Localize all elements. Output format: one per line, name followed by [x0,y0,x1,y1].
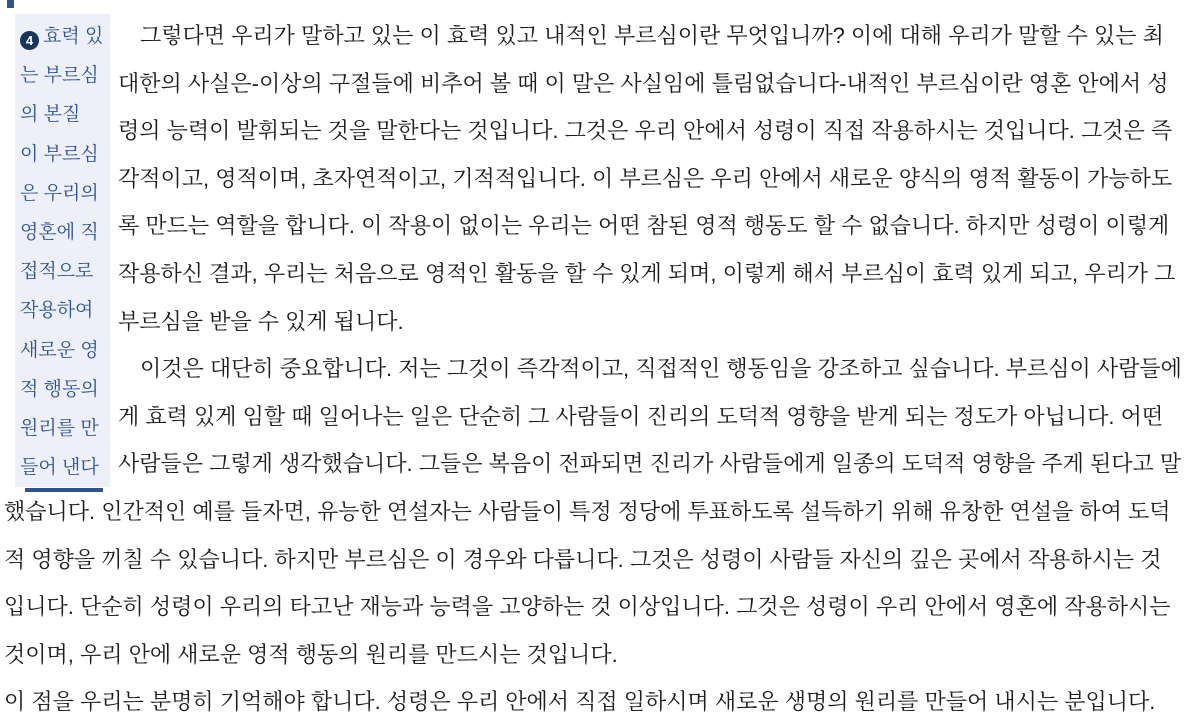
margin-note-line: 의 본질 [20,104,81,126]
note-number-badge: 4 [20,31,39,50]
body-text-line: 게 효력 있게 임할 때 일어나는 일은 단순히 그 사람들이 진리의 도덕적 영향을 받게 되는 정도가 아닙니다. 어떤 [118,403,1164,429]
body-text [0,12,1200,726]
body-text-line: 사람들은 그렇게 생각했습니다. 그들은 복음이 전파되면 진리가 사람들에게 일종의 도덕적 영향을 주게 된다고 말 [118,451,1182,477]
body-text-line: 것이며, 우리 안에 새로운 영적 행동의 원리를 만드시는 것입니다. [4,641,618,667]
body-text-line: 이것은 대단히 중요합니다. 저는 그것이 즉각적이고, 직접적인 행동임을 강조하고 싶습니다. 부르심이 사람들에 [140,356,1182,382]
body-text-line-clipped: 이 점을 우리는 분명히 기억해야 합니다. 성령은 우리 안에서 직접 일하시며 새로운 생명의 원리를 만들어 내시는 분입니다. [4,689,1156,715]
body-text-line: 그렇다면 우리가 말하고 있는 이 효력 있고 내적인 부르심이란 무엇입니까? 이에 대해 우리가 말할 수 있는 최 [140,23,1164,48]
margin-note-line: 영혼에 직 [20,221,99,243]
margin-note-line: 4 효력 있 [20,17,108,56]
margin-note-line: 접적으로 [20,261,94,283]
body-text-line: 부르심을 받을 수 있게 됩니다. [118,308,404,334]
clipped-content-fragment-top [7,0,14,8]
body-text-line: 적 영향을 끼칠 수 있습니다. 하지만 부르심은 이 경우와 다릅니다. 그것은 성령이 사람들 자신의 깊은 곳에서 작용하시는 것 [4,546,1162,572]
body-text-line: 입니다. 단순히 성령이 우리의 타고난 재능과 능력을 고양하는 것 이상입니다. 그것은 성령이 우리 안에서 영혼에 작용하시는 [4,594,1171,620]
body-text-line: 대한의 사실은-이상의 구절들에 비추어 볼 때 이 말은 사실임에 틀림없습니다-내적인 부르심이란 영혼 안에서 성 [118,70,1169,96]
margin-note-line: 은 우리의 [20,182,99,204]
body-text-line: 령의 능력이 발휘되는 것을 말한다는 것입니다. 그것은 우리 안에서 성령이 직접 작용하시는 것입니다. 그것은 즉 [118,118,1173,144]
margin-note-line: 이 부르심 [20,143,99,165]
margin-note-line: 는 부르심 [20,65,99,87]
body-text-line: 했습니다. 인간적인 예를 들자면, 유능한 연설자는 사람들이 특정 정당에 투표하도록 설득하기 위해 유창한 연설을 하여 도덕 [4,498,1171,524]
margin-note-line: 작용하여 [20,300,94,322]
margin-note-line: 원리를 만 [20,417,99,439]
margin-note-line: 새로운 영 [20,339,99,361]
body-text-line: 각적이고, 영적이며, 초자연적이고, 기적적입니다. 이 부르심은 우리 안에서 새로운 양식의 영적 활동이 가능하도 [118,165,1173,191]
margin-note-line: 적 행동의 [20,378,99,400]
body-text-line: 록 만드는 역할을 합니다. 이 작용이 없이는 우리는 어떤 참된 영적 행동도 할 수 없습니다. 하지만 성령이 이렇게 [118,213,1170,239]
body-text-line: 작용하신 결과, 우리는 처음으로 영적인 활동을 할 수 있게 되며, 이렇게 해서 부르심이 효력 있게 되고, 우리가 그 [118,260,1176,286]
margin-note-line: 들어 낸다 [20,457,99,479]
